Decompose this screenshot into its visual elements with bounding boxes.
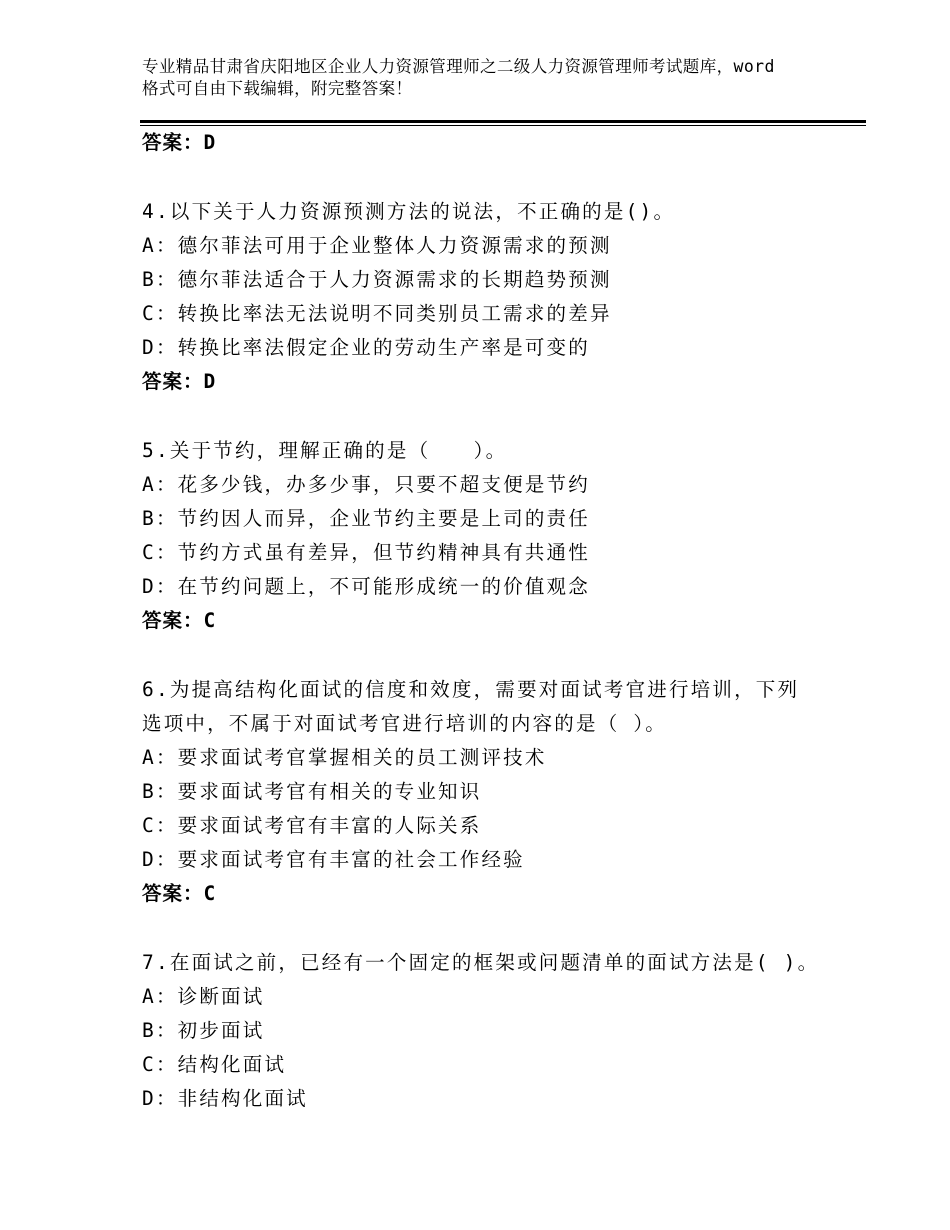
question-4-option-c: C：转换比率法无法说明不同类别员工需求的差异 <box>142 302 612 325</box>
question-4-option-b: B：德尔菲法适合于人力资源需求的长期趋势预测 <box>142 268 612 291</box>
question-5-option-d: D：在节约问题上，不可能形成统一的价值观念 <box>142 575 590 598</box>
question-4-answer: 答案：D <box>142 370 217 393</box>
question-7-option-d: D：非结构化面试 <box>142 1087 308 1110</box>
question-6-stem-line-2: 选项中，不属于对面试考官进行培训的内容的是（ ）。 <box>142 712 667 735</box>
question-4-option-d: D：转换比率法假定企业的劳动生产率是可变的 <box>142 336 590 359</box>
question-7-stem: 7.在面试之前，已经有一个固定的框架或问题清单的面试方法是( )。 <box>142 951 820 974</box>
question-5-answer: 答案：C <box>142 609 217 632</box>
question-7-option-a: A：诊断面试 <box>142 985 265 1008</box>
question-5-option-b: B：节约因人而异，企业节约主要是上司的责任 <box>142 507 590 530</box>
question-6-option-c: C：要求面试考官有丰富的人际关系 <box>142 814 482 837</box>
question-6-answer: 答案：C <box>142 882 217 905</box>
header-divider <box>140 120 866 123</box>
question-4-option-a: A：德尔菲法可用于企业整体人力资源需求的预测 <box>142 234 612 257</box>
question-4-stem: 4.以下关于人力资源预测方法的说法，不正确的是()。 <box>142 200 676 223</box>
question-6-option-a: A：要求面试考官掌握相关的员工测评技术 <box>142 746 547 769</box>
page-header: 专业精品甘肃省庆阳地区企业人力资源管理师之二级人力资源管理师考试题库，word格式可自由下载编辑，附完整答案！ <box>142 57 775 98</box>
question-6-stem-line-1: 6.为提高结构化面试的信度和效度，需要对面试考官进行培训，下列 <box>142 678 800 701</box>
question-5-stem: 5.关于节约，理解正确的是（ ）。 <box>142 439 508 462</box>
question-5-option-c: C：节约方式虽有差异，但节约精神具有共通性 <box>142 541 590 564</box>
question-6-option-d: D：要求面试考官有丰富的社会工作经验 <box>142 848 525 871</box>
question-7-option-b: B：初步面试 <box>142 1019 265 1042</box>
question-7-option-c: C：结构化面试 <box>142 1053 287 1076</box>
question-5-option-a: A：花多少钱，办多少事，只要不超支便是节约 <box>142 473 590 496</box>
question-6-option-b: B：要求面试考官有相关的专业知识 <box>142 780 482 803</box>
header-divider-thin <box>140 125 866 126</box>
prev-answer: 答案：D <box>142 131 217 154</box>
